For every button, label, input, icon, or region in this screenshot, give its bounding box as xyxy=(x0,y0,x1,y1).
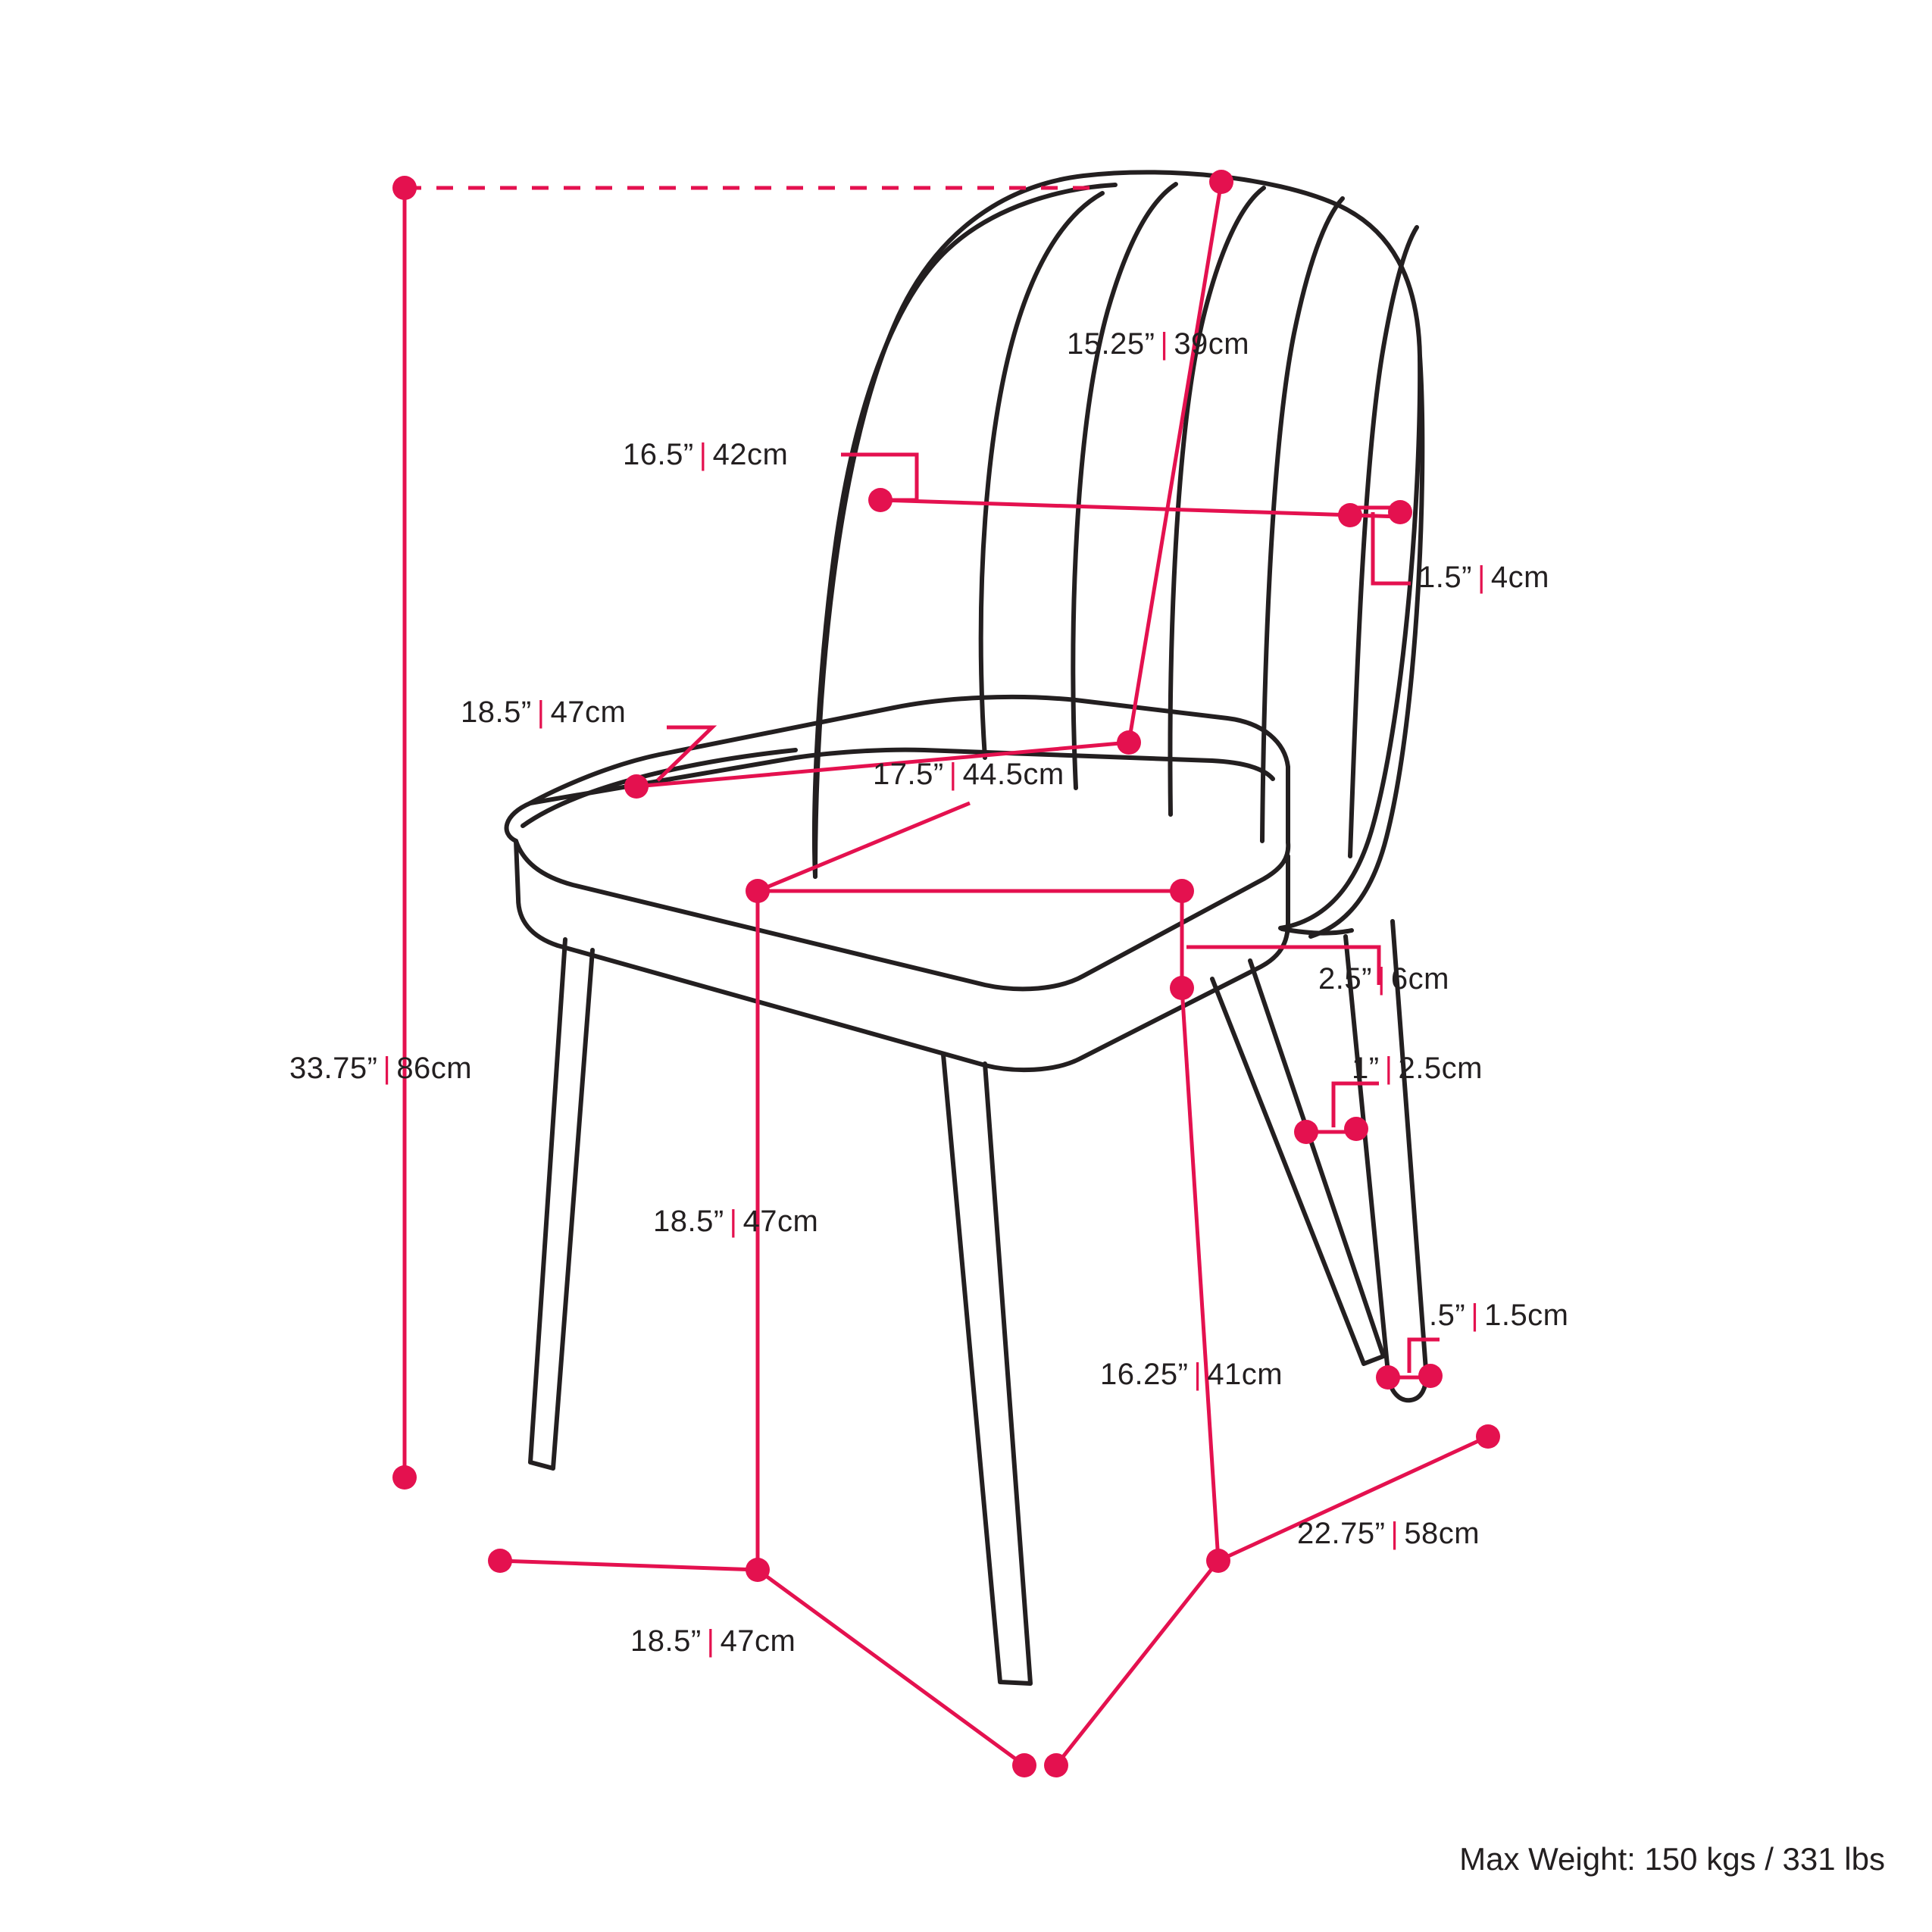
seat-width-leader xyxy=(758,803,970,891)
endpoint-dot xyxy=(1044,1753,1068,1777)
label-overall-depth xyxy=(1297,1517,1480,1551)
endpoint-dot xyxy=(868,488,893,512)
label-separator: | xyxy=(1377,962,1386,996)
label-separator: | xyxy=(1390,1517,1399,1550)
label-imperial: 15.25” xyxy=(1067,327,1155,361)
label-seat-depth-left xyxy=(461,696,626,730)
label-imperial: 17.5” xyxy=(873,758,944,791)
endpoint-dot xyxy=(624,774,649,799)
label-back-width xyxy=(623,438,788,472)
label-metric: 2.5cm xyxy=(1398,1052,1483,1085)
label-separator: | xyxy=(699,438,708,471)
label-leg-top-thickness xyxy=(1352,1052,1483,1086)
label-separator: | xyxy=(729,1205,738,1238)
label-separator: | xyxy=(1477,561,1486,594)
label-separator: | xyxy=(706,1624,715,1658)
label-separator: | xyxy=(949,758,958,791)
endpoint-dot xyxy=(1117,730,1141,755)
endpoint-dot xyxy=(488,1549,512,1573)
label-seat-cushion-thickness xyxy=(1318,962,1449,996)
endpoint-dot xyxy=(392,176,417,200)
label-separator: | xyxy=(1193,1358,1202,1391)
front-height-line xyxy=(1182,988,1218,1561)
label-separator: | xyxy=(536,696,546,729)
label-imperial: 33.75” xyxy=(289,1052,378,1085)
label-metric: 41cm xyxy=(1207,1358,1283,1391)
label-separator: | xyxy=(1384,1052,1393,1085)
endpoint-dot xyxy=(1206,1549,1230,1573)
endpoint-dot xyxy=(1170,879,1194,903)
label-metric: 47cm xyxy=(550,696,627,729)
label-back-thickness xyxy=(1418,561,1549,595)
label-metric: 6cm xyxy=(1390,962,1449,996)
label-separator: | xyxy=(1160,327,1169,361)
label-metric: 4cm xyxy=(1490,561,1549,594)
tuft-line-2 xyxy=(1073,184,1176,788)
endpoint-dot xyxy=(1418,1364,1443,1388)
endpoint-dot xyxy=(392,1465,417,1490)
floor-right-line-b xyxy=(1056,1561,1218,1765)
endpoint-dot xyxy=(1376,1365,1400,1390)
label-imperial: 18.5” xyxy=(630,1624,702,1658)
label-metric: 1.5cm xyxy=(1484,1299,1569,1332)
label-metric: 47cm xyxy=(720,1624,796,1658)
tuft-line-4 xyxy=(1262,199,1343,841)
label-imperial: 18.5” xyxy=(653,1205,724,1238)
label-imperial: 18.5” xyxy=(461,696,532,729)
endpoint-dot xyxy=(746,879,770,903)
tuft-line-3 xyxy=(1170,188,1264,814)
endpoint-dot xyxy=(1388,500,1412,524)
endpoint-dot xyxy=(1012,1753,1036,1777)
label-metric: 58cm xyxy=(1404,1517,1480,1550)
chair-back-bottom-right xyxy=(1282,929,1352,933)
endpoint-dot xyxy=(1344,1117,1368,1141)
floor-left-line-b xyxy=(758,1570,1024,1765)
chair-outline-group xyxy=(507,172,1427,1683)
tuft-line-5 xyxy=(1350,227,1417,856)
leg-front-center xyxy=(943,1055,1030,1683)
label-metric: 47cm xyxy=(742,1205,819,1238)
endpoint-dot xyxy=(1476,1424,1500,1449)
leg-front-left xyxy=(530,939,592,1468)
back-width-line xyxy=(880,500,1400,517)
label-imperial: .5” xyxy=(1429,1299,1466,1332)
label-imperial: 1” xyxy=(1352,1052,1380,1085)
label-separator: | xyxy=(1471,1299,1480,1332)
max-weight-note: Max Weight: 150 kgs / 331 lbs xyxy=(1459,1841,1885,1877)
label-back-height-top xyxy=(1067,327,1249,361)
endpoint-dot xyxy=(1338,503,1362,527)
label-imperial: 22.75” xyxy=(1297,1517,1386,1550)
label-metric: 86cm xyxy=(396,1052,473,1085)
label-seat-height xyxy=(653,1205,818,1239)
tuft-line-1 xyxy=(981,193,1102,758)
label-leg-spread-width xyxy=(630,1624,796,1658)
label-imperial: 16.25” xyxy=(1100,1358,1189,1391)
floor-left-line-a xyxy=(500,1561,758,1570)
label-metric: 44.5cm xyxy=(962,758,1064,791)
endpoint-dot xyxy=(1170,976,1194,1000)
label-separator: | xyxy=(383,1052,392,1085)
label-imperial: 16.5” xyxy=(623,438,694,471)
label-seat-to-floor-front xyxy=(1100,1358,1283,1392)
endpoint-dot xyxy=(1294,1120,1318,1144)
label-metric: 42cm xyxy=(712,438,789,471)
leg-back-right xyxy=(1212,961,1383,1364)
endpoint-dot xyxy=(746,1558,770,1582)
endpoint-dot xyxy=(1209,170,1233,194)
seat-front-face xyxy=(516,841,1288,1070)
label-metric: 39cm xyxy=(1174,327,1250,361)
label-imperial: 2.5” xyxy=(1318,962,1372,996)
back-height-line xyxy=(1129,182,1221,742)
label-seat-width xyxy=(873,758,1064,792)
label-leg-bottom-thickness xyxy=(1429,1299,1569,1333)
label-imperial: 1.5” xyxy=(1418,561,1472,594)
label-overall-height xyxy=(289,1052,472,1086)
